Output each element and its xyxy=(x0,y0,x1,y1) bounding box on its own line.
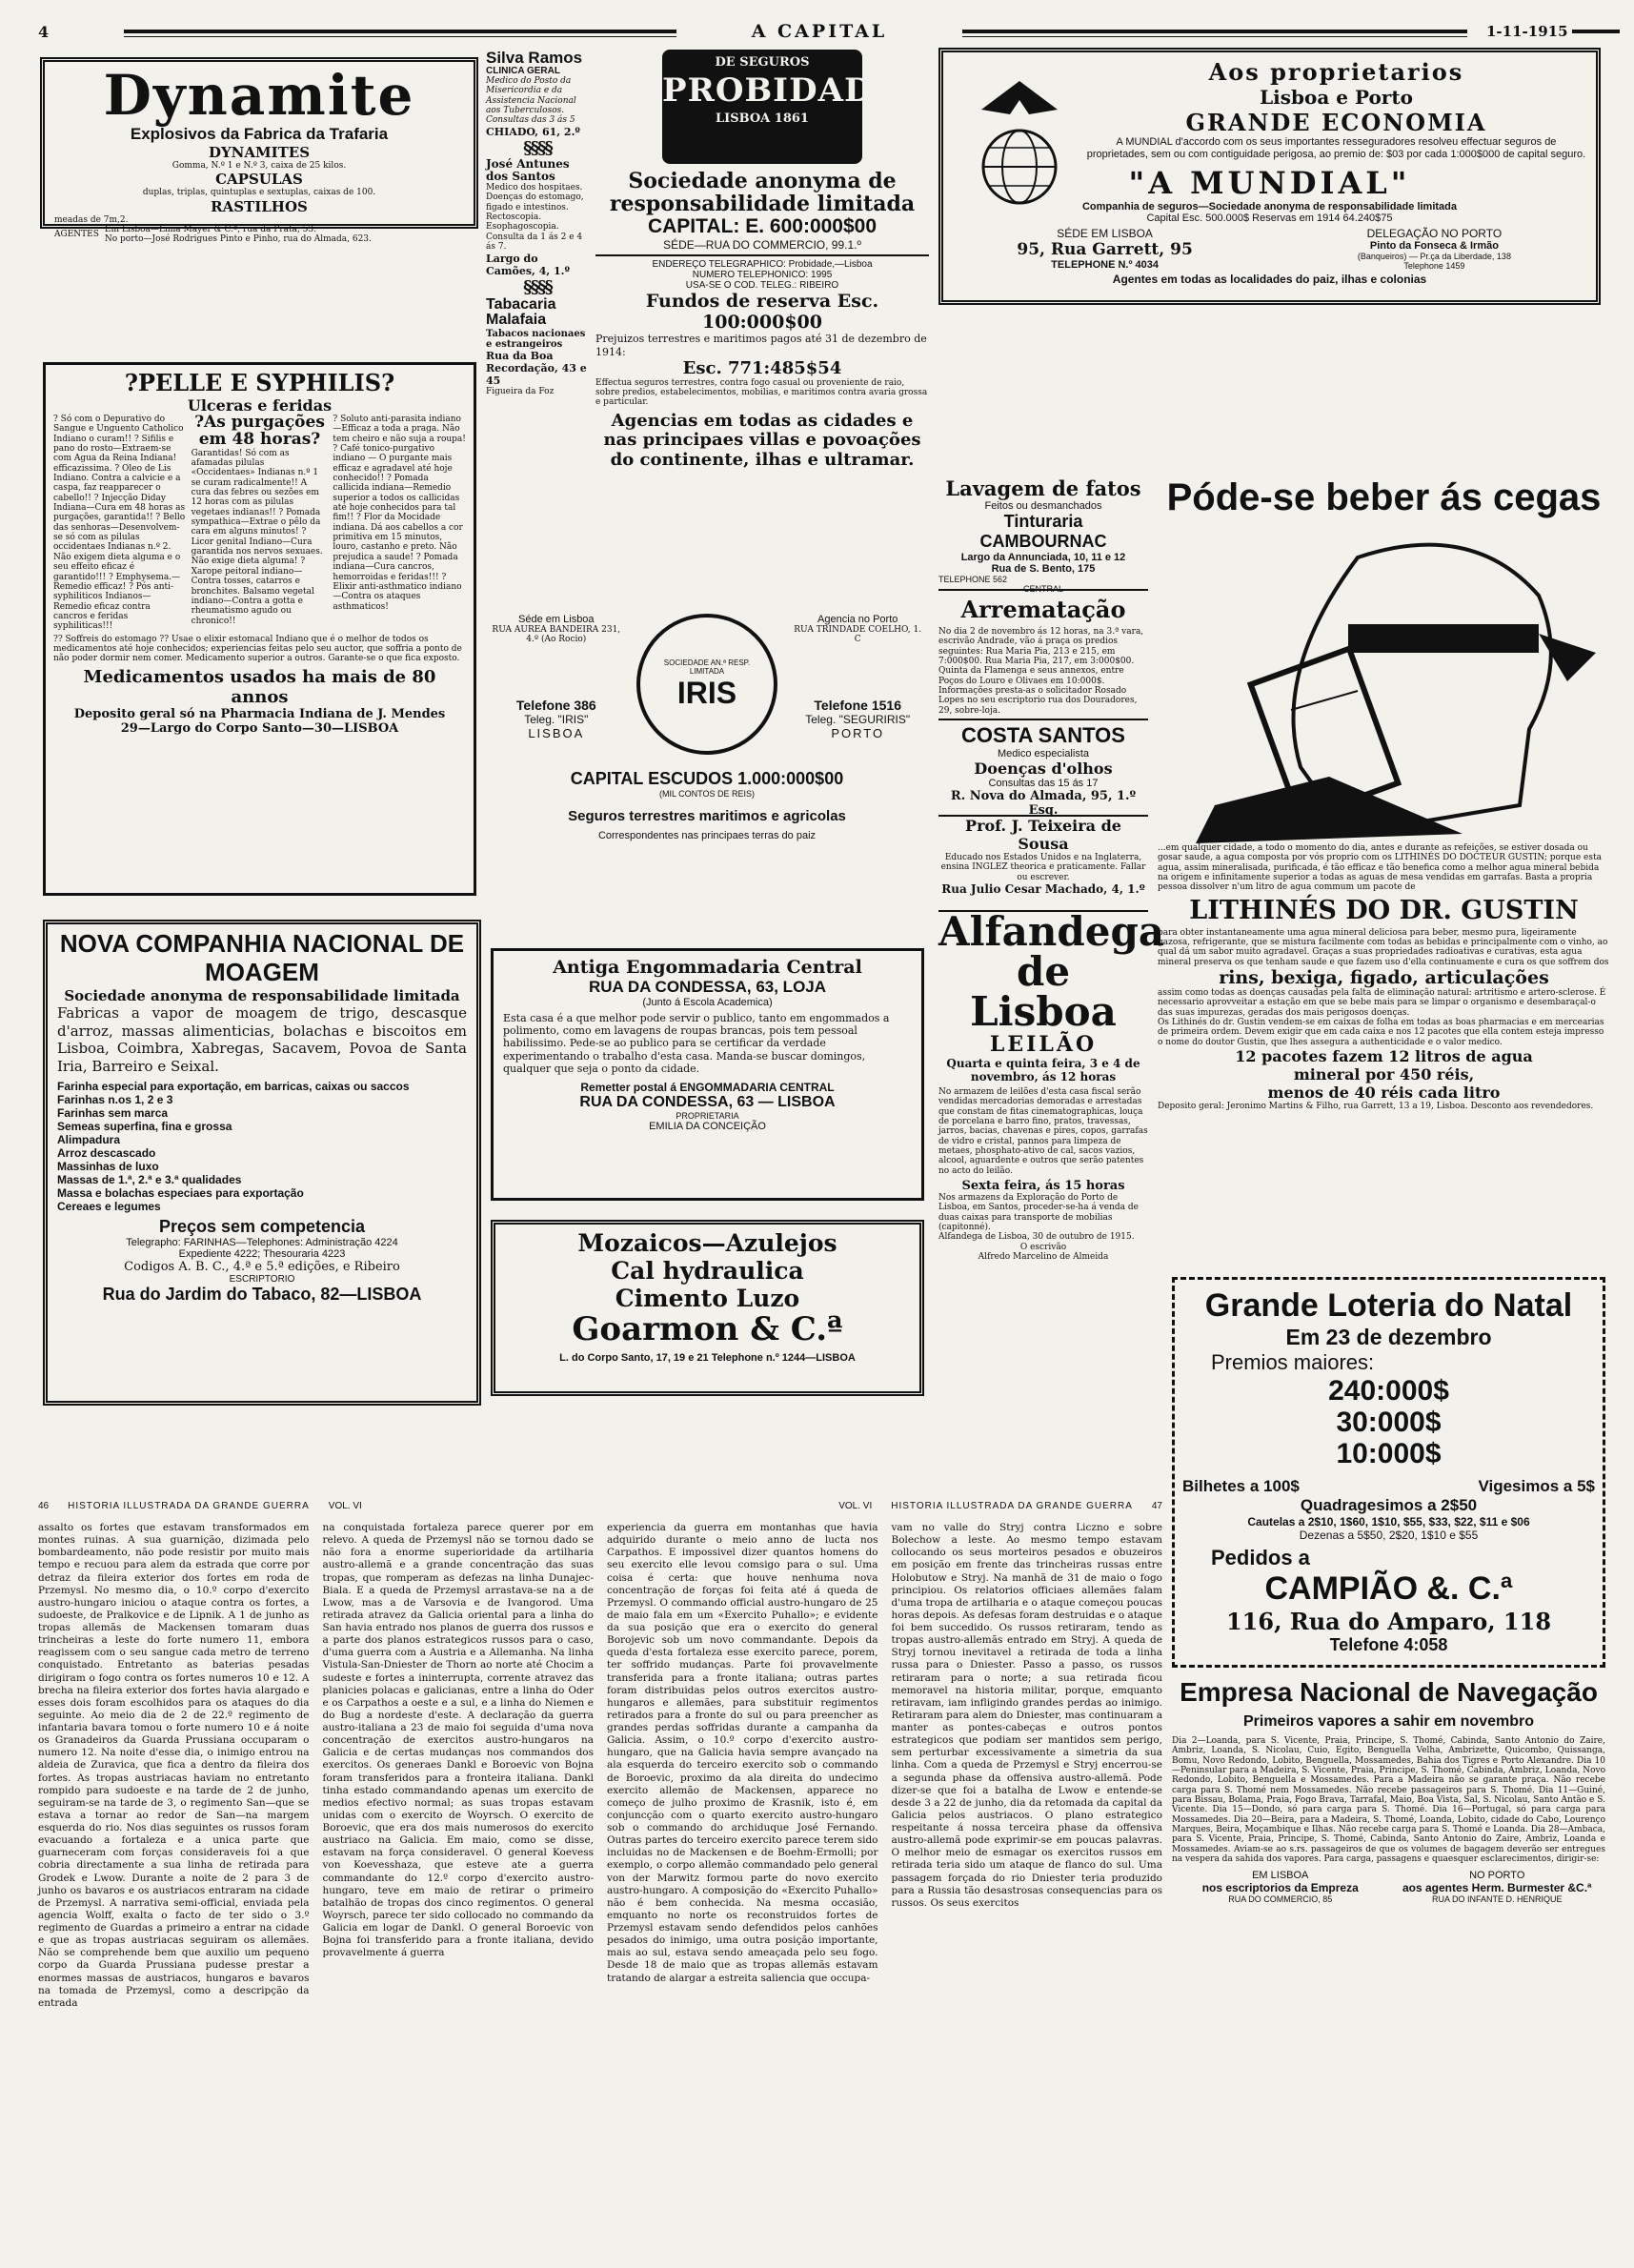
moagem-product: Massinhas de luxo xyxy=(57,1159,159,1173)
navegacao-lisboa-addr: nos escriptorios da Empreza xyxy=(1201,1881,1359,1895)
navegacao-sub: Primeiros vapores a sahir em novembro xyxy=(1242,1713,1534,1730)
page-number: 4 xyxy=(38,23,50,41)
loteria-vigesimos: Vigesimos a 5$ xyxy=(1478,1477,1595,1495)
arrematacao-ad xyxy=(938,596,1148,819)
iris-seal xyxy=(630,614,785,755)
loteria-p2: 30:000$ xyxy=(1336,1407,1442,1438)
insert-col1: assalto os fortes que estavam transformados em montes ruinas. A sua guarnição, dizimada pelo bombardeamento, não pode resistir por muito mais tempo e recuou para alem da estrada que corre por detraz da fileira exterior dos fortes em roda de Przemysl. No mesmo dia, o 10.º corpo d'exercito austro-hungaro iniciou o ataque contra os fortes, a sudoeste, de Pralkovice e de Lipnik. A 1 de junho as tropas allemãs de Mackensen tomaram duas trincheiras a leste do forte numero 11, embora reagissem com o seu sangue cada metro de terreno conquistado. Entretanto as baterias pesadas dirigiram o fogo contra os fortes numeros 10 e 12. A brecha na fileira exterior dos fortes havia alargado e esses dois foram escolhidos para os ataques do dia seguinte. Ao meio dia de 2 de 22.º regimento de infantaria bavara tomou o forte numero 10 e á noite os Granadeiros da Guarda Prussiana occuparam o numero 12. Na noite d'esse dia, o inimigo entrou na aldeia de Zuravica, que fica a dentro da fileira dos fortes. As tropas austriacas haviam no entretanto rompido para sudoeste e na tarde de 2 de junho, seguiram-se na tarde de 3, o regimento San—que se estava a tornar ao redor de San—na margem esquerda do rio. Nos dias seguintes os russos foram evacuando a fortaleza e a unica parte que guarneceram com forças consideraveis foi a que cobria directamente a sua linha de retirada para Grodek e Lwow. Durante a noite de 2 para 3 de junho os bavaros e os austriacos entraram na cidade de Przemysl. A narrativa semi-official, enviada pela agencia Wolff, exalta o facto de ter sido o 3.º regimento de Guardas a primeiro a entrar na cidade e que as tropas austriacas seguiram os allemães. Não se comprehende bem que auxilio um pequeno corpo da Guarda Prussiana pudesse prestar a enormes massas de austriacos, hungaros e bavaros na tomada de Przemysl, como a descripção da entrada xyxy=(38,1522,310,2009)
pelle-ad xyxy=(43,362,476,896)
alfandega-text2: Nos armazens da Exploração do Porto de Lisboa, em Santos, proceder-se-ha á venda de duas caixas para transporte de mobilias (capitonné). xyxy=(938,1193,1139,1233)
insert-left-page: 46 xyxy=(38,1501,50,1511)
beber-organs: rins, bexiga, figado, articulações xyxy=(1219,967,1549,989)
pelle-foot3: 29—Largo do Corpo Santo—30—LISBOA xyxy=(120,720,399,736)
beber-text4: Os Lithinés do dr. Gustin vendem-se em caixas de folha em todas as boas pharmacias e em mercearias de primeira ordem. Devem exigir que em cada caixa e nos 12 pacotes que ella contem esteja impresso o nome do doutor Gustin, que lhes assegura a authenticidade e o valor medico. xyxy=(1158,1018,1604,1047)
beber-text2: para obter instantaneamente uma agua mineral deliciosa para beber, mesmo pura, ligeiramente gazosa, refrigerante, que se mistura facilmente com todas as bebidas e principalmente com o vinho, ao qual dá um sabor muito agradavel. Graças a suas propriedades radioativas e curativas, esta agua mineral preserva os que tenham saude e que fazem uso d'ella continuamente e cura os que soffrem dos xyxy=(1158,927,1609,967)
navegacao-porto-addr: aos agentes Herm. Burmester &C.ª xyxy=(1402,1881,1592,1895)
costa-santos-hours: Consultas das 15 ás 17 xyxy=(988,778,1099,790)
loteria-ad xyxy=(1172,1277,1605,1668)
probidade-badge xyxy=(662,50,899,164)
navegacao-lisboa: EM LISBOA xyxy=(1252,1870,1309,1882)
alfandega-dates: Quarta e quinta feira, 3 e 4 de novembro, ás 12 horas xyxy=(946,1057,1140,1083)
insert-col4: vam no valle do Stryj contra Liczno e sobre Bolechow a leste. Ao mesmo tempo estavam collocando os seus morteiros pesados e obuzeiros em posição em frente das trincheiras russas entre Holobutow e Stryj. Na manhã de 31 de maio o fogo principiou. Os relatorios officiaes allemães falam d'uma tropa de artilharia e o ataque começou poucas horas depois. As defesas foram destruidas e o ataque foi bem succedido. Os russos retiraram, tendo as tropas austro-allemãs entrado em Stryj. A queda de Stryj tornou inevitavel a retirada de toda a linha russa para o Dniester. Passo a passo, os russos retiraram para o norte; a sua retirada ficou memoravel na historia militar, porque, emquanto retiravam, iam infligindo grandes perdas ao inimigo. Retiraram para alem do Dniester, mas continuaram a manter as pontes-cabeças e outros pontos estrategicos que podiam ser mantidos sem perigo, sem perturbar excessivamente a simetria da sua linha. Com a queda de Przemysl e Stryj encerrou-se a segunda phase da offensiva austro-allemã. Pode dizer-se que foi a batalha de Lwow e entende-se desde 3 a 22 de junho, dia da retomada da capital da Galicia pelos austriacos. O plano estrategico respeitante á nossa terceira phase da offensiva austro-allemã pode exprimir-se em poucas palavras. O melhor meio de esmagar os exercitos russos em retirada teria sido um ataque de flanco do sul. Uma passagem forçada do rio Dniester teria produzido para a Russia tão desastrosas consequencias para os russos. Os seus exercitos xyxy=(891,1522,1162,1909)
mozaicos-ad xyxy=(491,1220,924,1396)
probidade-line1: Sociedade anonyma de responsabilidade limitada xyxy=(609,169,916,217)
mundial-title: Aos proprietarios xyxy=(1208,58,1464,86)
teixeira-addr: Rua Julio Cesar Machado, 4, 1.º xyxy=(941,882,1145,897)
pelle-title: ?PELLE E SYPHILIS? xyxy=(124,369,395,396)
iris-addr-lisboa: RUA AUREA BANDEIRA 231, 4.º (Ao Rocio) xyxy=(492,625,621,645)
dynamite-agent-lisboa: Em Lisboa—Lima Mayer & C.ª, rua da Prata, 53. xyxy=(104,225,316,235)
moagem-product: Massas de 1.ª, 2.ª e 3.ª qualidades xyxy=(57,1172,242,1186)
engommadaria-remet: Remetter postal á ENGOMMADARIA CENTRAL xyxy=(580,1080,835,1094)
tabacaria-address: Rua da Boa Recordação, 43 e 45 xyxy=(486,350,587,388)
probidade-phone: NUMERO TELEPHONICO: 1995 xyxy=(692,270,833,281)
lavagem-addr1: Largo da Annunciada, 10, 11 e 12 xyxy=(960,552,1126,563)
probidade-losses: Prejuizos terrestres e maritimos pagos até 31 de dezembro de 1914: xyxy=(595,333,927,358)
probidade-ad xyxy=(595,50,929,583)
dynamite-line2: Gomma, N.º 1 e N.º 3, caixa de 25 kilos. xyxy=(171,161,347,171)
mundial-company: Companhia de seguros—Sociedade anonyma de responsabilidade limitada xyxy=(1081,201,1458,213)
masthead-bar xyxy=(38,21,1620,46)
pelle-sub: Ulceras e feridas xyxy=(187,396,333,415)
probidade-sede: SÉDE—RUA DO COMMERCIO, 99.1.º xyxy=(663,238,861,253)
dynamite-line6: meadas de 7m,2. xyxy=(54,214,129,225)
arrematacao-text: No dia 2 de novembro ás 12 horas, na 3.ª vara, escrivão Andrade, vão á praça os predios seguintes: Rua Maria Pia, 213 e 215, em 7:000$00. Rua Maria Pia, 217, em 3:000$00. Quinta da Flamenga e seus annexos, entre Poços do Louro e Olivaes em 10:000$. Informações presta-as o solicitador Rosado Lopes no seu escriptorio rua dos Douradores, 29, sobre-loja. xyxy=(938,627,1144,716)
moagem-addr: Rua do Jardim do Tabaco, 82—LISBOA xyxy=(102,1284,422,1304)
moagem-tel2: Expediente 4222; Thesouraria 4223 xyxy=(178,1247,346,1260)
mozaicos-addr: L. do Corpo Santo, 17, 19 e 21 Telephone n.º 1244—LISBOA xyxy=(559,1351,856,1364)
navegacao-title: Empresa Nacional de Navegação xyxy=(1180,1677,1598,1707)
dynamite-ad xyxy=(40,57,478,245)
globe-eagle-icon xyxy=(962,71,1077,214)
pelle-foot1: Medicamentos usados ha mais de 80 annos xyxy=(83,666,436,707)
probidade-badge-top: DE SEGUROS xyxy=(715,55,810,70)
iris-city2: PORTO xyxy=(831,726,885,740)
jose-antunes-text: Medico dos hospitaes. Doenças do estomago, figado e intestinos. Rectoscopia. Esophagoscopia. Consulta da 1 ás 2 e 4 ás 7. xyxy=(486,183,584,253)
moagem-product: Cereaes e legumes xyxy=(57,1199,161,1213)
beber-deposit: Deposito geral: Jeronimo Martins & Filho, rua Garrett, 13 a 19, Lisboa. Desconto aos revendedores. xyxy=(1158,1102,1594,1112)
lavagem-addr2: Rua de S. Bento, 175 xyxy=(991,563,1096,575)
alfandega-title2: de Lisboa xyxy=(970,948,1117,1035)
silva-ramos-title: CLINICA GERAL xyxy=(486,66,560,76)
pelle-col1: ? Só com o Depurativo do Sangue e Unguento Catholico Indiano o curam!! ? Sifilis e pano do rosto—Extraem-se com Agua da Reina Indiana! efficazissima. ? Oleo de Lis Indiano. Contra a calvicie e a caspa, faz reapparecer o cabello!! ? Injecção Diday Indiana—Cura em 48 horas as purgações, garantida!! ? Bello das senhoras—Desenvolvem-se só com as pilulas occidentaes Indianas n.º 2. Não exigem dieta alguma e o seu effeito eficaz é garantido!!! ? Emphysema.—Remedio efficaz! ? Pós anti-syphiliticos Indianos—Remedio eficaz contra cancros e feridas syphiliticas!!! xyxy=(53,415,186,632)
historia-insert xyxy=(38,1501,1162,2254)
dynamite-line5: RASTILHOS xyxy=(211,197,308,215)
engommadaria-text: Esta casa é a que melhor pode servir o publico, tanto em engommados a polimento, como em lavagens de roupas brancas, pois tem pessoal habilissimo. Pede-se ao publico para se certificar da verdade experimentando o trabalho d'esta casa. Manda-se buscar domingos, qualquer que seja o ponto da cidade. xyxy=(503,1012,890,1075)
pelle-col2: Garantidas! Só com as afamadas pilulas «Occidentaes» Indianas n.º 1 se curam radicalmente!! A cura das febres ou sezões em 12 horas com as pilulas vegetaes indianas!! ? Pomada sympathica—Extrae o pêlo da cara em alguns minutos! ? Licor genital Indiano—Cura garantida nos nervos sexuaes. Não exige dieta alguma! ? Xarope peitoral indiano—Contra tosses, catarros e bronchites. Balsamo vegetal indiano—Contra a gotta e rheumatismo agudo ou chronico!! xyxy=(191,448,323,626)
iris-corresp: Correspondentes nas principaes terras do paiz xyxy=(597,830,817,841)
probidade-losses-value: Esc. 771:485$54 xyxy=(682,357,842,378)
iris-seal-center: IRIS xyxy=(676,675,737,710)
moagem-text: Fabricas a vapor de moagem de trigo, descasque d'arroz, massas alimenticias, bolachas e biscoitos em Lisboa, Coimbra, Xabregas, Sacavem, Povoa de Santa Iria, Barreiro e Seixal. xyxy=(57,1003,467,1076)
probidade-badge-name: PROBIDADE xyxy=(662,71,899,110)
engommadaria-ad xyxy=(491,948,924,1201)
engommadaria-owner: EMILIA DA CONCEIÇÃO xyxy=(649,1120,766,1132)
loteria-cautelas: Cautelas a 2$10, 1$60, 1$10, $55, $33, $22, $11 e $06 xyxy=(1247,1515,1530,1529)
iris-capital: CAPITAL ESCUDOS 1.000:000$00 xyxy=(570,769,844,788)
dynamite-agent-porto: No porto—José Rodrigues Pinto e Pinho, rua do Almada, 623. xyxy=(104,234,372,245)
pelle-col2-title: ?As purgações em 48 horas? xyxy=(194,413,325,449)
moagem-escr: ESCRIPTORIO xyxy=(229,1273,295,1285)
insert-right-vol: VOL. VI xyxy=(838,1501,873,1511)
teixeira-text: Educado nos Estados Unidos e na Inglaterra, ensina INGLEZ theorica e praticamente. Fallar ou escrever. xyxy=(940,853,1146,882)
insert-right-page: 47 xyxy=(1151,1501,1162,1511)
loteria-bilhetes: Bilhetes a 100$ xyxy=(1182,1477,1300,1495)
loteria-pedidos: Pedidos a xyxy=(1211,1546,1310,1569)
mozaicos-line1: Mozaicos—Azulejos xyxy=(577,1229,837,1257)
silva-ramos-address: CHIADO, 61, 2.º xyxy=(486,125,580,138)
navegacao-ad xyxy=(1172,1677,1605,2249)
iris-seal-ring: SOCIEDADE AN.ª RESP. LIMITADA xyxy=(663,658,751,676)
arrematacao-title: Arrematação xyxy=(960,596,1126,623)
moagem-product: Farinhas sem marca xyxy=(57,1105,169,1120)
engommadaria-addr: RUA DA CONDESSA, 63, LOJA xyxy=(588,978,827,996)
moagem-product: Semeas superfina, fina e grossa xyxy=(57,1119,232,1133)
mundial-capital: Capital Esc. 500.000$ Reservas em 1914 64.240$75 xyxy=(1146,213,1393,225)
lavagem-sub: Feitos ou desmanchados xyxy=(984,500,1102,512)
iris-addr-porto: RUA TRINDADE COELHO, 1. C xyxy=(794,625,922,645)
alfandega-text1: No armazem de leilões d'esta casa fiscal serão vendidas mercadorias demoradas e arrestadas que constam de fitas cinematographicas, louça de porcelana e barro fino, pratos, travessas, jarros, bacias, chavenas e pires, copos, garrafas de vidro e cristal, pannos para limpeza de metaes, phosphato-ativo de cal, sacos vazios, alcool, aguardente e outros que serão patentes no acto do leilão. xyxy=(938,1087,1148,1176)
moagem-product: Farinhas n.os 1, 2 e 3 xyxy=(57,1092,173,1106)
insert-col2: na conquistada fortaleza parece querer por em relevo. A queda de Przemysl não se tornou dado se não fora a enorme superioridade da artilharia austro-allemã e a grande concentração das suas tropas, que romperam as defezas na linha Dunajec-Biala. E a queda de Przemysl arrastava-se na a de Lwow, mas a de Varsovia e de Ivangorod. Uma retirada atravez da Galicia oriental para a linha do San havia entrado nos planos de guerra dos russos e a parte dos planos estrategicos russos para o caso, d'uma guerra com a Austria e a Allemanha. Na linha Vistula-San-Dniester de Thorn ao norte até Chocim a sudeste e fortes a ininterrupta, corrente atravez das planicies polacas e galicianas, entre a linha do Oder e os Carpathos a oeste e a sul, e a linha do Niemen e do Bug a nordeste d'este. A declaração da guerra austro-italiana a 23 de maio foi seguida d'uma nova concentração de exercitos austro-hungaros na Galicia e de certas mudanças nos commandos dos exercitos. Os generaes Dankl e Boroevic von Bojna foram transferidos para a fronteira italiana. Dankl tinha estado commandando apenas um exercito de medios efectivo normal; as suas tropas estavam unidas com o exercito de Woyrsch. O exercito de Boroevic, que era dos mais numerosos do exercito austriaco na Galicia. Em maio, como se disse, estavam na força consideravel. O general Koevess von Koevesshaza, que esteve ate a guerra commandante do 12.º corpo d'exercito austro-hungaro, teve em maio de retirar o primeiro batalhão de tropas dos cinco regimentos. O general Woyrsch, parece ter sido collocado no commando da Galicia em logar de Dankl. O general Boroevic von Bojna foi transferido para a fronte italiana, devido provavelmente á guerra xyxy=(322,1522,594,1959)
lavagem-title: Lavagem de fatos xyxy=(945,476,1141,500)
probidade-capital: CAPITAL: E. 600:000$00 xyxy=(647,215,878,238)
mundial-porto-label: DELEGAÇÃO NO PORTO xyxy=(1366,227,1503,241)
loteria-quad: Quadragesimos a 2$50 xyxy=(1300,1496,1478,1514)
loteria-name: CAMPIÃO &. C.ª xyxy=(1264,1570,1513,1607)
beber-name: LITHINÉS DO DR. GUSTIN xyxy=(1189,895,1579,925)
mundial-porto-sub: (Banqueiros) — Pr.ça da Liberdade, 138 xyxy=(1357,252,1511,262)
pelle-stomach: ?? Soffreis do estomago ?? Usae o elixir estomacal Indiano que é o melhor de todos os medicamentos até hoje conhecidos; experiencias feitas pelo seu auctor, que soffria a ponto de não poder dormir nem comer. Medicamento superior a outros. Garante-se o que fica exposto. xyxy=(53,634,462,664)
insert-left-title: HISTORIA ILLUSTRADA DA GRANDE GUERRA xyxy=(68,1501,310,1511)
ornament-icon: §§§§ xyxy=(523,276,552,297)
masthead-title: A CAPITAL xyxy=(751,21,888,42)
mozaicos-line3: Cimento Luzo xyxy=(615,1284,800,1312)
beber-offer3: menos de 40 réis cada litro xyxy=(1267,1083,1501,1103)
loteria-date: Em 23 de dezembro xyxy=(1285,1325,1492,1349)
moagem-codes: Codigos A. B. C., 4.ª e 5.ª edições, e Ribeiro xyxy=(124,1259,400,1274)
mundial-sede-addr: 95, Rua Garrett, 95 xyxy=(1017,240,1193,260)
loteria-dezenas: Dezenas a 5$50, 2$20, 1$10 e $55 xyxy=(1299,1529,1479,1542)
iris-tel-porto: Telefone 1516 xyxy=(814,698,901,713)
costa-santos-name: COSTA SANTOS xyxy=(961,723,1125,748)
beber-offer1: 12 pacotes fazem 12 litros de agua xyxy=(1235,1047,1533,1066)
navegacao-porto-street: RUA DO INFANTE D. HENRIQUE xyxy=(1431,1894,1563,1905)
probidade-telegraph: ENDEREÇO TELEGRAPHICO: Probidade,—Lisboa xyxy=(652,259,873,271)
silva-ramos-text: Medico do Posto da Misericordia e da Assistencia Nacional aos Tuberculosos. Consultas das 3 ás 5 xyxy=(486,76,576,126)
insert-col3: experiencia da guerra em montanhas que havia adquirido durante o meio anno de lucta nos Carpathos. E impossivel dizer quantos homens do seu exercito elle levou comsigo para o sul. Uma coisa é certa: que houve nenhuma nova concentração de forças foi feita até á queda de Przemysl. O commando official austro-hungaro de 25 de maio fala em um «Exercito Puhallo»; e evidente da sua posição que era o exercito do general Borojevic sob um novo commandante. Depois da queda d'esta fortaleza esse exercito parece, porem, ter soffrido mudanças. Parte foi provavelmente transferida para a fronte italiana; outras partes foram distribuidas pelos outros exercitos austro-hungaros e allemães, para substituir regimentos retirados para a fronte do sul ou para preencher as grandes perdas soffridas durante a campanha da Galicia. Assim, o 10.º corpo d'exercito austro-hungaro, que na Galicia havia sempre avançado na ala esquerda do terceiro exercito sob o commando de Boroevic, proximo da ala direita do undecimo exercito allemão de Mackensen, apparece no começo de julho proximo de Krasnik, isto é, em conjuncção com o quarto exercito austro-hungaro sob o commando do archiduque José Fernando. Outras partes do terceiro exercito parece terem sido incluidas no de Mackensen e de Boehm-Ermolli; por exemplo, o corpo allemão commandado pelo general von der Marwitz formou parte do novo exercito austro-hungaro. A composição do «Exercito Puhallo» não é bem conhecida. Na mesma occasião, emquanto no norte os reconstruidos fortes de Przemysl estavam sendo defendidos pelos canhões pesados do inimigo, uma outra posição importante, mais ao sul, estava sendo ameaçada pelo seu fogo. Desde 18 de maio que as tropas allemãs estavam tratando de alargar a estreita saliencia que occupa- xyxy=(607,1522,878,1984)
alfandega-sexta: Sexta feira, ás 15 horas xyxy=(961,1179,1125,1194)
iris-capital-sub: (MIL CONTOS DE REIS) xyxy=(658,789,755,799)
loteria-p3: 10:000$ xyxy=(1336,1438,1442,1469)
loteria-phone: Telefone 4:058 xyxy=(1329,1635,1448,1654)
moagem-title: NOVA COMPANHIA NACIONAL DE MOAGEM xyxy=(59,929,465,986)
alfandega-ad xyxy=(938,908,1165,1391)
lavagem-phone: TELEPHONE 562 xyxy=(938,575,1008,584)
beber-text1: ...em qualquer cidade, a todo o momento do dia, antes e durante as refeições, se estiver dosada ou gosar saude, a agua composta por vós proprio com os LITHINÉS DO DOCTEUR GUSTIN; porque esta agua, assim mineralisada, purificada, é tão efficaz e tão benefica como a melhor agua mineral bebida na origem e infinitamente superior a todas as aguas de mesa vendidas em garrafas. Basta a propria pessoa dissolver n'um litro de agua commum um pacote de xyxy=(1158,843,1602,893)
insert-right-title: HISTORIA ILLUSTRADA DA GRANDE GUERRA xyxy=(891,1501,1133,1511)
ornament-icon: §§§§ xyxy=(523,137,552,158)
engommadaria-addr2: RUA DA CONDESSA, 63 — LISBOA xyxy=(579,1093,836,1110)
mundial-text: A MUNDIAL d'accordo com os seus importantes resseguradores resolveu effectuar seguros de proprietades, sem ou com contiguidade perigosa, ao premio de: $03 por cada 1:000$000 de capital seguro. xyxy=(1086,136,1586,161)
iris-seguros: Seguros terrestres maritimos e agricolas xyxy=(568,808,846,824)
engommadaria-title: Antiga Engommadaria Central xyxy=(553,957,862,978)
moagem-ad xyxy=(43,920,481,1406)
issue-date: 1-11-1915 xyxy=(1486,23,1568,40)
iris-tel-lisboa: Telefone 386 xyxy=(515,698,596,713)
silva-ramos-name: Silva Ramos xyxy=(486,49,583,67)
pelle-foot2: Deposito geral só na Pharmacia Indiana de J. Mendes xyxy=(73,706,446,721)
mundial-sede-label: SÉDE EM LISBOA xyxy=(1057,227,1153,241)
lavagem-central: CENTRAL xyxy=(1022,584,1063,594)
beber-offer2: mineral por 450 réis, xyxy=(1293,1065,1475,1084)
iris-teleg-lisboa: Teleg. "IRIS" xyxy=(524,713,589,726)
engommadaria-prop: PROPRIETARIA xyxy=(676,1110,739,1121)
loteria-addr: 116, Rua do Amparo, 118 xyxy=(1225,1608,1552,1635)
teixeira-ad xyxy=(938,815,1148,905)
moagem-product: Farinha especial para exportação, em barricas, caixas ou saccos xyxy=(57,1079,410,1093)
probidade-reserve: Fundos de reserva Esc. 100:000$00 xyxy=(645,291,879,334)
loteria-premios: Premios maiores: xyxy=(1211,1350,1375,1374)
probidade-badge-bottom: LISBOA 1861 xyxy=(716,111,809,127)
dynamite-line4: duplas, triplas, quintuplas e sextuplas, caixas de 100. xyxy=(142,188,376,198)
navegacao-text: Dia 2—Loanda, para S. Vicente, Praia, Principe, S. Thomé, Cabinda, Santo Antonio do Zaire, Ambriz, Loanda, S. Nicolau, Cuio, Egito, Benguella Velha, Ambrizette, Quicombo, Quissanga, Bomu, Novo Redondo, Lobito, Benguella, Mossamedes, Bahia dos Tigres e Porto Alexandre. Dia 10—Peninsular para a Madeira, S. Vicente, Praia, Principe, S. Thomé, Cabinda, Ambriz, Loanda, Novo Redondo, Lobito, Benguella e Mossamedes. Para a Madeira não se garante praça. Não recebe carga para S. Thomé nem Mossamedes. Não recebe passageiros para S. Thomé. Dia 11—Guiné, para Bissau, Bolama, Praia, Fogo Brava, Tarrafal, Maio, Boa Vista, Sal, S. Nicolau, Santo Antão e S. Vicente. Dia 15—Dondo, só para carga para S. Thomé. Dia 16—Portugal, só para carga para Mossamedes. Dia 20—Beira, para a Madeira, S. Thomé, Loanda, Lobito, cidade do Cabo, Lourenço Marques, Beira, Moçambique e Ilhas. Não recebe carga para S. Thomé e Loanda. Dia 28—Ambaca, para S. Vicente, Praia, Principe, S. Thomé, Cabinda, Santo Antonio do Zaire, Ambriz, Loanda e Mossamedes. Aviam-se ao s.rs. passageiros de que os volumes de bagagem deverão ser entregues na vespera da sahida dos vapores. Para carga, passagens e quaesquer esclarecimentos, dirigir-se: xyxy=(1172,1736,1605,1865)
insert-left-vol: VOL. VI xyxy=(328,1501,362,1511)
costa-santos-spec: Doenças d'olhos xyxy=(974,759,1113,779)
moagem-precos: Preços sem competencia xyxy=(158,1216,366,1236)
iris-ad xyxy=(488,610,926,915)
alfandega-date: Alfandega de Lisboa, 30 de outubro de 1915. xyxy=(938,1232,1135,1243)
dynamite-line1: DYNAMITES xyxy=(208,144,311,161)
costa-santos-addr: R. Nova do Almada, 95, 1.º Esq. xyxy=(950,789,1137,819)
iris-city1: LISBOA xyxy=(528,726,585,740)
iris-agency-porto: Agencia no Porto xyxy=(817,614,898,625)
jose-antunes-name: José Antunes dos Santos xyxy=(486,156,570,183)
mundial-porto-addr: Pinto da Fonseca & Irmão xyxy=(1369,240,1499,253)
blindfolded-drinker-illustration xyxy=(1158,519,1610,843)
teixeira-name: Prof. J. Teixeira de Sousa xyxy=(965,817,1121,853)
tabacaria-text: Tabacos nacionaes e estrangeiros xyxy=(486,329,586,351)
alfandega-sign1: O escrivão xyxy=(1019,1242,1067,1252)
dynamite-subtitle: Explosivos da Fabrica da Trafaria xyxy=(130,125,389,143)
moagem-product: Arroz descascado xyxy=(57,1145,156,1160)
costa-santos-title: Medico especialista xyxy=(998,748,1089,760)
mundial-sede-phone: TELEPHONE N.º 4034 xyxy=(1051,259,1160,272)
mundial-cities: Lisboa e Porto xyxy=(1260,86,1413,109)
beber-text3: assim como todas as doenças causadas pela falta de eliminação natural: artritismo e artero-sclerose. É necessario aprovveitar a estação em que se bebe mais para se limpar o organismo e desembaraçal-o das suas impurezas, geradas dos mais perigosos doenças. xyxy=(1158,988,1606,1018)
probidade-effects: Effectua seguros terrestres, contra fogo casual ou proveniente de raio, sobre predios, estabelecimentos, mobilias, e maritimos contra avaria grossa e particular. xyxy=(595,377,928,408)
mundial-porto-phone: Telephone 1459 xyxy=(1403,261,1465,272)
mundial-agents: Agentes em todas as localidades do paiz, ilhas e colonias xyxy=(1112,273,1427,287)
mozaicos-line2: Cal hydraulica xyxy=(611,1256,804,1285)
dynamite-title: Dynamite xyxy=(103,63,415,128)
beber-title: Póde-se beber ás cegas xyxy=(1166,476,1602,518)
mundial-big: GRANDE ECONOMIA xyxy=(1185,109,1487,136)
moagem-product: Alimpadura xyxy=(57,1132,121,1146)
lavagem-name: Tinturaria CAMBOURNAC xyxy=(979,512,1107,551)
iris-teleg-porto: Teleg. "SEGURIRIS" xyxy=(805,713,911,726)
pelle-col3: ? Soluto anti-parasita indiano—Efficaz a toda a praga. Não tem cheiro e não suja a roupa! ? Café tonico-purgativo indiano — O purgante mais efficaz e agradavel até hoje conhecido!! ? Pomada callicida indiana—Remedio superior a todos os callicidas até hoje conhecidos para tal fim!! ? Flor da Mocidade indiana. Dá aos cabellos a cor primitiva em 15 minutos, louro, castanho e preto. Não prejudica a saude! ? Pomada indiana—Cura cancros, hemorroidas e feridas!!! ? Elixir anti-asthmatico indiano—Contra os ataques asthmaticos! xyxy=(333,415,466,612)
moagem-tel1: Telegrapho: FARINHAS—Telephones: Administração 4224 xyxy=(126,1236,398,1248)
alfandega-sign2: Alfredo Marcelino de Almeida xyxy=(978,1252,1109,1263)
small-ads-column xyxy=(486,50,589,583)
jose-antunes-address: Largo do Camões, 4, 1.º xyxy=(486,252,571,277)
loteria-title: Grande Loteria do Natal xyxy=(1204,1287,1573,1324)
moagem-product: Massa e bolachas especiaes para exportação xyxy=(57,1185,304,1200)
beber-ad xyxy=(1158,476,1610,1263)
navegacao-lisboa-street: RUA DO COMMERCIO, 85 xyxy=(1228,1894,1333,1905)
dynamite-line3: CAPSULAS xyxy=(215,171,303,189)
mundial-name: "A MUNDIAL" xyxy=(1128,165,1411,202)
mozaicos-line4: Goarmon & C.ª xyxy=(572,1310,843,1349)
dynamite-agents-label: AGENTES xyxy=(54,230,99,240)
lavagem-ad xyxy=(938,476,1148,594)
probidade-code: USA-SE O COD. TELEG.: RIBEIRO xyxy=(685,280,839,292)
loteria-p1: 240:000$ xyxy=(1328,1375,1449,1407)
engommadaria-sub: (Junto á Escola Academica) xyxy=(642,997,773,1008)
tabacaria-name: Tabacaria Malafaia xyxy=(486,295,556,329)
alfandega-title1: Alfandega xyxy=(938,908,1165,955)
navegacao-porto: NO PORTO xyxy=(1469,1870,1525,1882)
mundial-ad xyxy=(938,48,1601,305)
tabacaria-foot: Figueira da Foz xyxy=(486,387,555,397)
moagem-sub: Sociedade anonyma de responsabilidade limitada xyxy=(64,986,460,1004)
alfandega-leilao: LEILÃO xyxy=(989,1032,1098,1057)
iris-sede-lisboa: Séde em Lisboa xyxy=(518,614,595,625)
probidade-agencies: Agencias em todas as cidades e nas principaes villas e povoações do continente, ilhas e ultramar. xyxy=(603,410,921,471)
